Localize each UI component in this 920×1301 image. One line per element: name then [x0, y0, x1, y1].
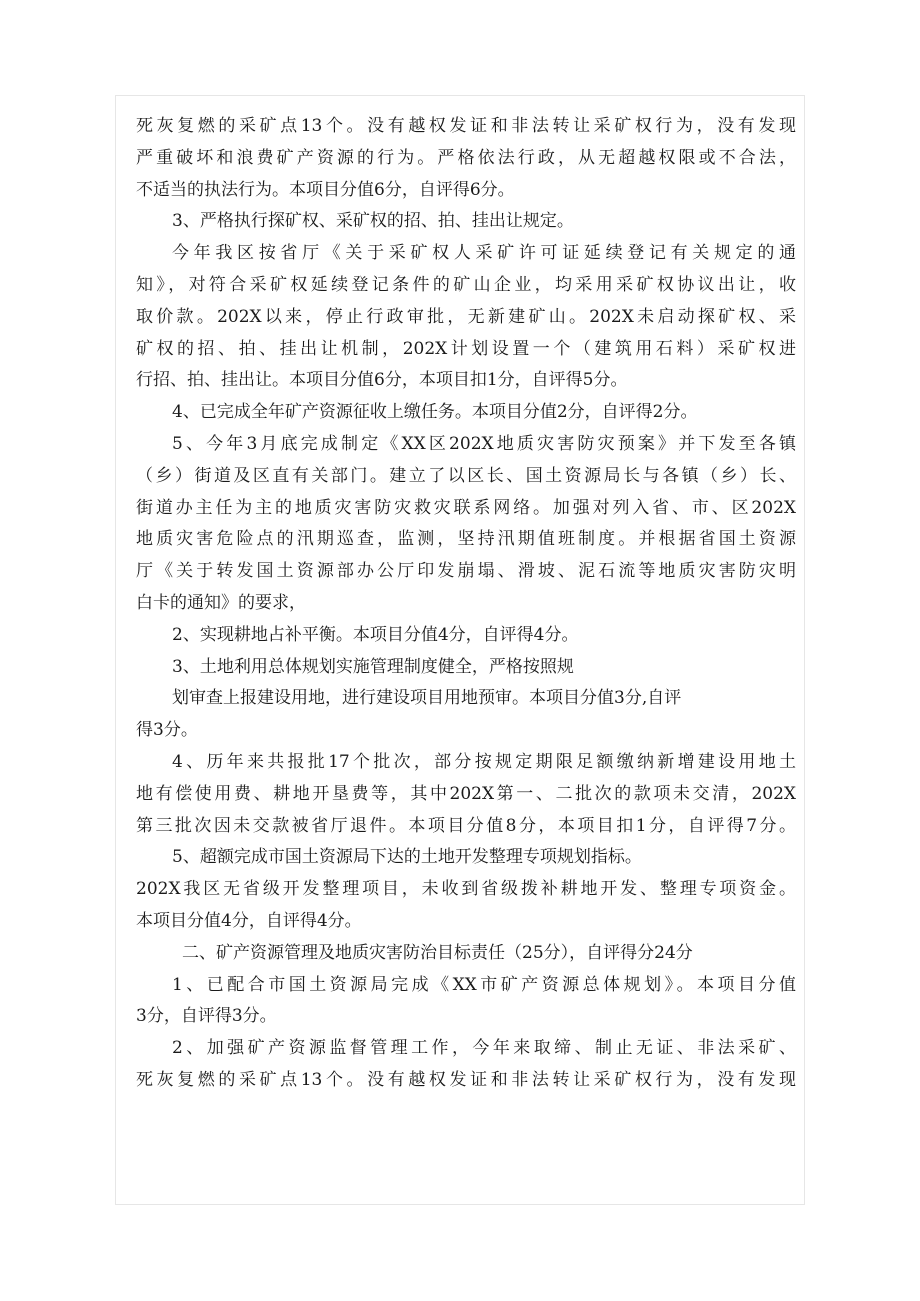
- text-line: （乡）街道及区直有关部门。建立了以区长、国土资源局长与各镇（乡）长、: [136, 465, 796, 486]
- text-line: 白卡的通知》的要求，: [136, 592, 306, 613]
- text-line: 严重破坏和浪费矿产资源的行为。严格依法行政，从无超越权限或不合法，: [136, 147, 796, 168]
- text-line: 得3分。: [136, 720, 198, 741]
- text-line: 地质灾害危险点的汛期巡查，监测，坚持汛期值班制度。并根据省国土资源: [136, 529, 796, 550]
- text-line: 死灰复燃的采矿点13个。没有越权发证和非法转让采矿权行为，没有发现: [136, 116, 796, 136]
- text-line: 1、已配合市国土资源局完成《XX市矿产资源总体规划》。本项目分值: [172, 974, 796, 995]
- document-body: [136, 111, 796, 1097]
- text-line: 厅《关于转发国土资源部办公厅印发崩塌、滑坡、泥石流等地质灾害防灾明: [136, 561, 796, 582]
- text-line: 不适当的执法行为。本项目分值6分，自评得6分。: [136, 179, 515, 200]
- text-line: 地有偿使用费、耕地开垦费等，其中202X第一、二批次的款项未交清，202X: [136, 783, 796, 804]
- text-line: 2、实现耕地占补平衡。本项目分值4分，自评得4分。: [172, 624, 579, 645]
- text-line: 划审查上报建设用地，进行建设项目用地预审。本项目分值3分,自评: [172, 688, 682, 709]
- text-line: 第三批次因未交款被省厅退件。本项目分值8分，本项目扣1分，自评得7分。: [136, 815, 796, 836]
- text-line: 5、今年3月底完成制定《XX区202X地质灾害防灾预案》并下发至各镇: [172, 433, 796, 454]
- text-line: 死灰复燃的采矿点13个。没有越权发证和非法转让采矿权行为，没有发现: [136, 1069, 796, 1090]
- text-line: 3、严格执行探矿权、采矿权的招、拍、挂出让规定。: [172, 211, 574, 232]
- text-line: 4、已完成全年矿产资源征收上缴任务。本项目分值2分，自评得2分。: [172, 402, 698, 423]
- text-line: 202X我区无省级开发整理项目，未收到省级拨补耕地开发、整理专项资金。: [136, 879, 796, 900]
- text-line: 5、超额完成市国土资源局下达的土地开发整理专项规划指标。: [172, 847, 642, 868]
- text-line: 本项目分值4分，自评得4分。: [136, 910, 362, 931]
- text-line: 今年我区按省厅《关于采矿权人采矿许可证延续登记有关规定的通: [172, 243, 796, 264]
- text-line: 2、加强矿产资源监督管理工作，今年来取缔、制止无证、非法采矿、: [172, 1038, 796, 1059]
- text-line: 取价款。202X以来，停止行政审批，无新建矿山。202X未启动探矿权、采: [136, 306, 796, 327]
- text-line: 街道办主任为主的地质灾害防灾救灾联系网络。加强对列入省、市、区202X: [136, 497, 796, 518]
- text-line: 3分，自评得3分。: [136, 1006, 277, 1027]
- text-line: 知》，对符合采矿权延续登记条件的矿山企业，均采用采矿权协议出让，收: [136, 274, 796, 295]
- text-line: 矿权的招、拍、挂出让机制，202X计划设置一个（建筑用石料）采矿权进: [136, 338, 796, 359]
- section-heading: 二、矿产资源管理及地质灾害防治目标责任（25分），自评得分24分: [182, 942, 693, 963]
- text-line: 行招、拍、挂出让。本项目分值6分，本项目扣1分，自评得5分。: [136, 370, 628, 391]
- text-line: 4、历年来共报批17个批次，部分按规定期限足额缴纳新增建设用地土: [172, 751, 796, 772]
- text-line: 3、土地利用总体规划实施管理制度健全，严格按照规: [172, 656, 574, 677]
